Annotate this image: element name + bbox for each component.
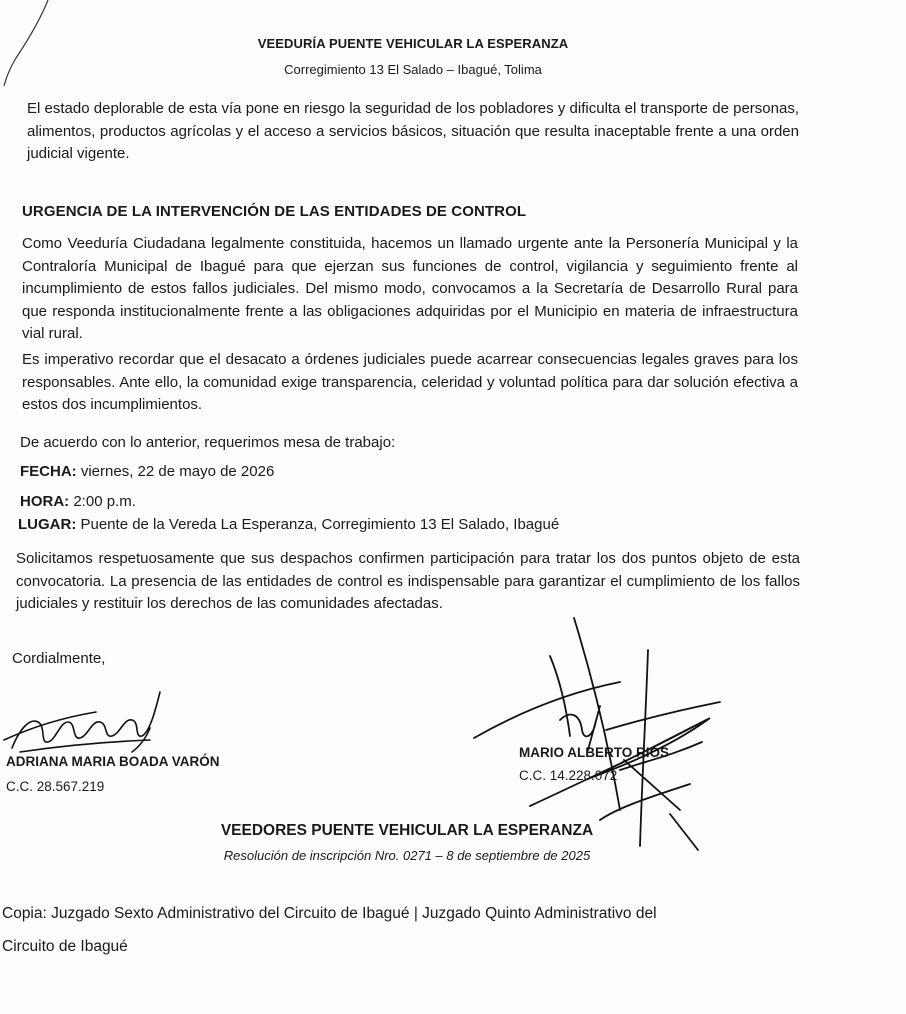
date-label: FECHA: <box>20 463 77 480</box>
time-value: 2:00 p.m. <box>69 493 136 510</box>
copy-line-1: Copia: Juzgado Sexto Administrativo del Circuito de Ibagué | Juzgado Quinto Administrativo del <box>2 905 657 922</box>
header-title: VEEDURÍA PUENTE VEHICULAR LA ESPERANZA <box>257 36 569 51</box>
copy-line-2: Circuito de Ibagué <box>2 938 128 955</box>
organization-title: VEEDORES PUENTE VEHICULAR LA ESPERANZA <box>220 822 594 839</box>
signatory-right-id: C.C. 14.228.072 <box>519 768 618 783</box>
meeting-date <box>20 463 274 480</box>
organization-resolution: Resolución de inscripción Nro. 0271 – 8 de septiembre de 2025 <box>223 848 591 863</box>
signature-right <box>470 610 770 850</box>
place-label: LUGAR: <box>18 516 77 533</box>
signatory-left-name: ADRIANA MARIA BOADA VARÓN <box>6 754 220 769</box>
section-heading: URGENCIA DE LA INTERVENCIÓN DE LAS ENTIDADES DE CONTROL <box>22 203 527 220</box>
signatory-right-name: MARIO ALBERTO RIOS <box>519 745 670 760</box>
header-subtitle: Corregimiento 13 El Salado – Ibagué, Tolima <box>284 62 542 77</box>
meeting-place <box>18 516 559 533</box>
imperative-paragraph: Es imperativo recordar que el desacato a órdenes judiciales puede acarrear consecuencias legales graves para los responsables. Ante ello, la comunidad exige transparencia, celeridad y voluntad política para dar solución efectiva a estos dos incumplimientos. <box>22 351 798 413</box>
request-paragraph: De acuerdo con lo anterior, requerimos mesa de trabajo: <box>20 434 396 451</box>
urgency-paragraph: Como Veeduría Ciudadana legalmente constituida, hacemos un llamado urgente ante la Personería Municipal y la Contraloría Municipal de Ibagué para que ejerzan sus funciones de control, vigilancia y seguimiento frente al incumplimiento de estos fallos judiciales. Del mismo modo, convocamos a la Secretaría de Desarrollo Rural para que responda institucionalmente frente a las obligaciones adquiridas por el Municipio en materia de infraestructura vial rural. <box>22 235 798 342</box>
meeting-time <box>20 493 136 510</box>
salutation: Cordialmente, <box>12 650 106 667</box>
place-value: Puente de la Vereda La Esperanza, Corregimiento 13 El Salado, Ibagué <box>76 516 560 533</box>
signatory-left-id: C.C. 28.567.219 <box>6 779 105 794</box>
closing-paragraph: Solicitamos respetuosamente que sus despachos confirmen participación para tratar los dos puntos objeto de esta convocatoria. La presencia de las entidades de control es indispensable para garantizar el cumplimiento de los fallos judiciales y restituir los derechos de las comunidades afectadas. <box>16 550 800 612</box>
time-label: HORA: <box>20 493 70 510</box>
intro-paragraph: El estado deplorable de esta vía pone en riesgo la seguridad de los pobladores y dificulta el transporte de personas, alimentos, productos agrícolas y el acceso a servicios básicos, situación que resulta inaceptable frente a una orden judicial vigente. <box>27 100 799 162</box>
date-value: viernes, 22 de mayo de 2026 <box>76 463 275 480</box>
